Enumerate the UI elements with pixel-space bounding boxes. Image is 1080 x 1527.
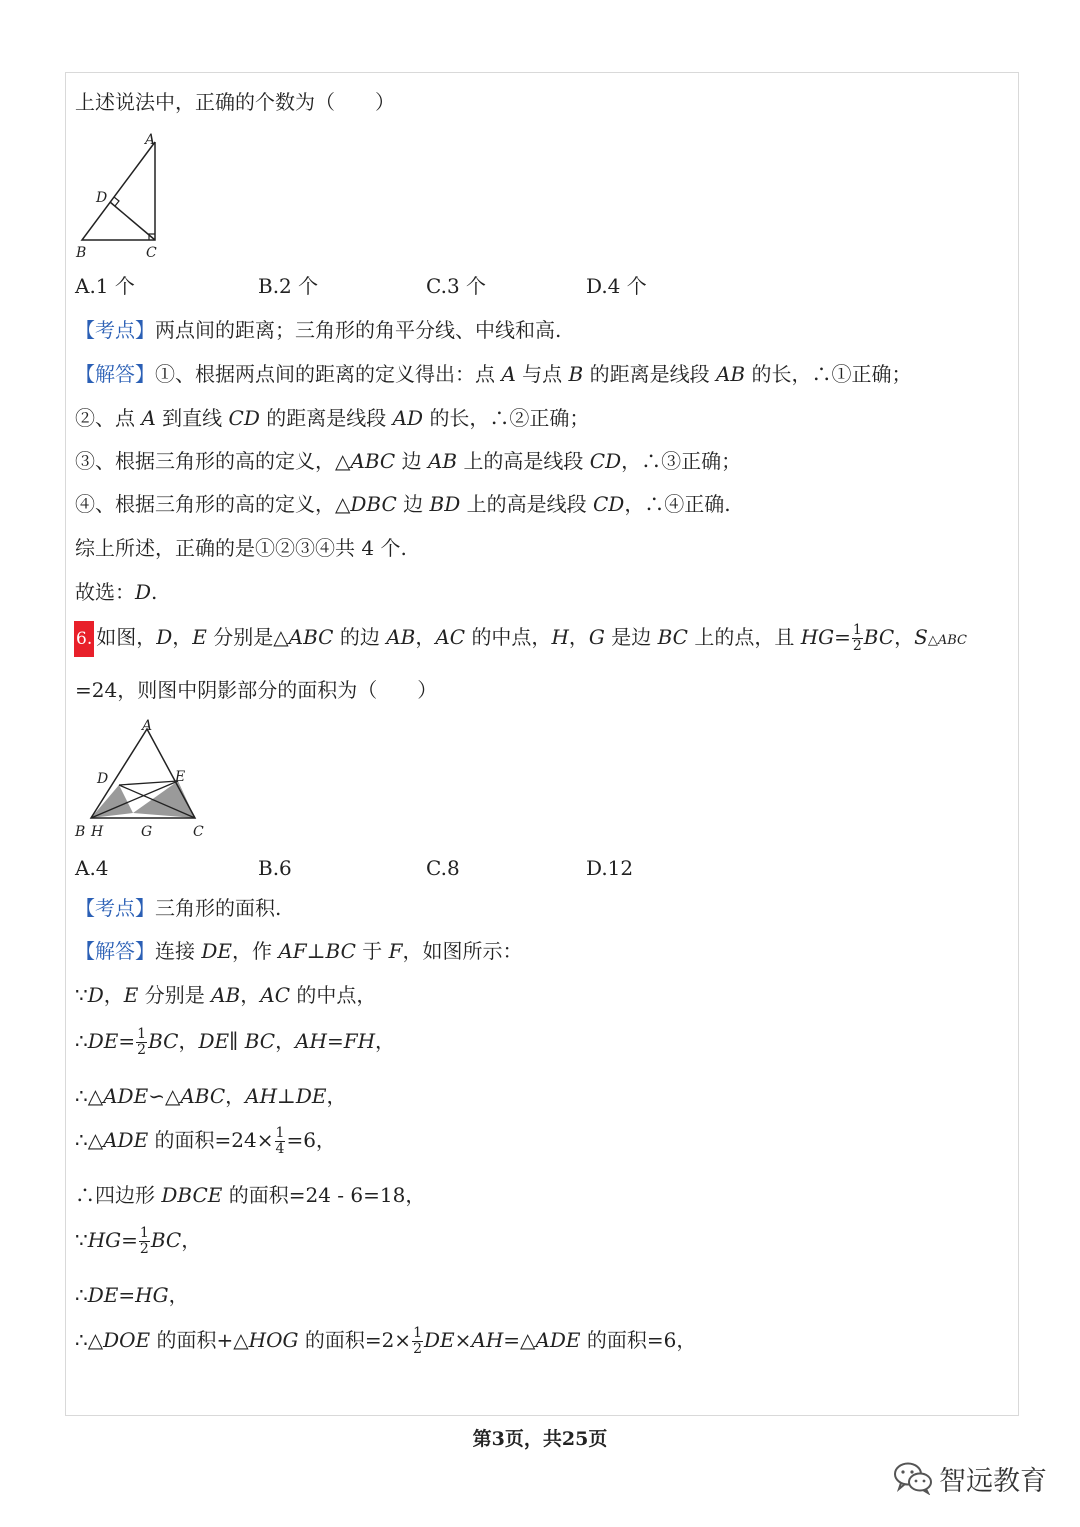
question-number-badge: 6. <box>74 621 94 657</box>
math: HG <box>800 625 835 649</box>
math: ABC <box>180 1084 226 1108</box>
numerator: 1 <box>413 1325 422 1341</box>
math: ABC <box>288 625 334 649</box>
math: AD <box>392 406 424 430</box>
wechat-icon <box>893 1461 933 1495</box>
text: ③、根据三角形的高的定义，△ <box>75 449 351 473</box>
math: E <box>192 625 207 649</box>
text: 边 <box>403 492 424 516</box>
text: 分别是△ <box>213 625 289 649</box>
subscript: △ABC <box>927 633 968 648</box>
math: AB <box>386 625 416 649</box>
text: 边 <box>401 449 422 473</box>
text: ， <box>894 625 915 649</box>
text: = <box>118 1029 136 1053</box>
math: ABC <box>350 449 396 473</box>
label-D: D <box>96 190 108 206</box>
text: ， <box>275 1029 296 1053</box>
text: ∴四边形 <box>75 1183 155 1207</box>
text: ④、根据三角形的高的定义，△ <box>75 492 351 516</box>
text: ∴△ <box>75 1128 104 1152</box>
math: HG <box>135 1283 169 1307</box>
math: DBCE <box>161 1183 223 1207</box>
page-footer: 第3页，共25页 <box>472 1428 608 1450</box>
q5-jieda-line-3 <box>75 447 741 475</box>
math: AH <box>245 1084 278 1108</box>
text: ， <box>415 625 436 649</box>
math: DBC <box>350 492 397 516</box>
text: ， <box>375 1029 396 1053</box>
text: ， <box>225 1084 246 1108</box>
kaodian-tag: 【考点】 <box>75 896 155 920</box>
numerator: 1 <box>139 1225 149 1241</box>
text: ∵ <box>75 1228 88 1252</box>
triangle-figure-2 <box>70 715 220 845</box>
denominator: 2 <box>137 1042 147 1058</box>
text: 故选： <box>75 580 135 604</box>
q5-jieda-line-2 <box>75 404 589 432</box>
q6-stem-line-2: =24，则图中阴影部分的面积为（ ） <box>75 678 438 702</box>
text: =6， <box>286 1128 336 1152</box>
label-D: D <box>97 771 109 787</box>
text: 的面积+△ <box>156 1328 249 1352</box>
text: ， <box>240 983 261 1007</box>
text: ∥ <box>229 1029 239 1053</box>
fraction-half <box>852 623 863 654</box>
denominator: 2 <box>139 1241 149 1257</box>
watermark-name: 智远教育 <box>939 1465 1047 1497</box>
kaodian-text: 三角形的面积. <box>155 896 282 920</box>
kaodian-text: 两点间的距离；三角形的角平分线、中线和高. <box>155 318 562 342</box>
option-b: B.2 个 <box>258 274 319 298</box>
text: 的中点， <box>471 625 552 649</box>
q5-summary: 综上所述，正确的是①②③④共 4 个. <box>75 536 407 560</box>
math: ADE <box>103 1084 149 1108</box>
q6-jieda <box>75 937 522 965</box>
q6-step-5 <box>75 1181 425 1209</box>
math: BC <box>150 1228 182 1252</box>
text: ⊥ <box>306 939 326 963</box>
text: ，∴④正确. <box>624 492 731 516</box>
option-d: D.4 个 <box>586 274 647 298</box>
math: AH <box>295 1029 327 1053</box>
math: HOG <box>248 1328 299 1352</box>
question-intro: 上述说法中，正确的个数为（ ） <box>75 90 395 114</box>
label-E: E <box>175 769 186 785</box>
text: 上的高是线段 <box>466 492 587 516</box>
text: 的距离是线段 <box>266 406 387 430</box>
text: ，∴③正确； <box>621 449 742 473</box>
math: BC <box>657 625 688 649</box>
text: ①、根据两点间的距离的定义得出：点 <box>155 362 495 386</box>
math: AB <box>427 449 458 473</box>
text: = <box>834 625 851 649</box>
text: 的面积=2× <box>304 1328 412 1352</box>
q5-jieda-line-4 <box>75 490 731 518</box>
q6-step-7 <box>75 1281 189 1309</box>
text: 的面积=24× <box>154 1128 274 1152</box>
numerator: 1 <box>137 1026 147 1042</box>
label-G: G <box>141 824 153 840</box>
math: DE <box>87 1283 119 1307</box>
text: 上的高是线段 <box>463 449 584 473</box>
text: 是边 <box>611 625 652 649</box>
text: 的中点， <box>296 983 377 1007</box>
label-H: H <box>91 824 104 840</box>
math: BC <box>148 1029 179 1053</box>
math: AB <box>715 362 746 386</box>
fraction-half <box>136 1027 147 1058</box>
math: DE <box>201 939 232 963</box>
math: AC <box>435 625 466 649</box>
math: G <box>588 625 605 649</box>
numerator: 1 <box>275 1125 285 1141</box>
text: ∴△ <box>75 1084 104 1108</box>
text: ∴△ <box>75 1328 104 1352</box>
text: 于 <box>362 939 383 963</box>
text: ， <box>103 983 124 1007</box>
q6-step-1 <box>75 981 376 1009</box>
text: ， <box>568 625 589 649</box>
math: E <box>123 983 139 1007</box>
label-C: C <box>193 824 204 840</box>
q5-answer <box>75 578 157 606</box>
math: DE <box>424 1328 455 1352</box>
fraction-half <box>412 1326 423 1357</box>
math: AH <box>471 1328 504 1352</box>
math: B <box>568 362 584 386</box>
text: ， <box>326 1084 347 1108</box>
q5-jieda-line-1 <box>75 360 911 388</box>
text: ⊥ <box>277 1084 296 1108</box>
label-A: A <box>145 132 156 148</box>
text: = <box>118 1283 136 1307</box>
math: AC <box>260 983 290 1007</box>
q6-stem-line-1 <box>74 617 967 661</box>
text: 到直线 <box>162 406 223 430</box>
text: ， <box>172 625 193 649</box>
label-C: C <box>146 245 157 261</box>
q6-kaodian <box>75 894 281 922</box>
denominator: 2 <box>413 1341 422 1357</box>
math: ADE <box>535 1328 581 1352</box>
math: BC <box>244 1029 276 1053</box>
q6-step-8 <box>75 1322 696 1358</box>
text: 与点 <box>522 362 563 386</box>
text: 的距离是线段 <box>589 362 710 386</box>
math: DOE <box>103 1328 151 1352</box>
math: D <box>135 580 152 604</box>
kaodian-tag: 【考点】 <box>75 318 155 342</box>
q6-step-3 <box>75 1082 347 1110</box>
text: ∴ <box>75 1029 88 1053</box>
math: DE <box>295 1084 327 1108</box>
text: 分别是 <box>144 983 205 1007</box>
text: . <box>151 580 158 604</box>
math: CD <box>592 492 625 516</box>
text: × <box>454 1328 472 1352</box>
math: HG <box>87 1228 122 1252</box>
text: 的面积=24 - 6=18， <box>228 1183 426 1207</box>
math: FH <box>343 1029 376 1053</box>
jieda-tag: 【解答】 <box>75 939 155 963</box>
math: DE <box>87 1029 119 1053</box>
math: CD <box>589 449 622 473</box>
math: BD <box>429 492 461 516</box>
text: ， <box>178 1029 199 1053</box>
label-B: B <box>76 245 87 261</box>
option-c: C.3 个 <box>426 274 487 298</box>
option-a: A.1 个 <box>75 274 135 298</box>
math: AF <box>278 939 307 963</box>
math: A <box>141 406 156 430</box>
denominator: 4 <box>275 1141 285 1157</box>
text: = <box>121 1228 138 1252</box>
q6-option-b: B.6 <box>258 856 292 880</box>
math: AB <box>211 983 241 1007</box>
text: = <box>326 1029 344 1053</box>
text: ②、点 <box>75 406 135 430</box>
q6-step-2 <box>75 1023 395 1059</box>
text: ∴ <box>75 1283 88 1307</box>
text: =△ <box>503 1328 536 1352</box>
math: S <box>914 625 928 649</box>
math: F <box>388 939 403 963</box>
text: 的长，∴①正确； <box>751 362 912 386</box>
numerator: 1 <box>852 622 862 638</box>
text: 上的点，且 <box>694 625 795 649</box>
math: D <box>87 983 104 1007</box>
text: ，作 <box>232 939 272 963</box>
text: 连接 <box>155 939 195 963</box>
q6-option-a: A.4 <box>75 856 109 880</box>
text: 如图， <box>96 625 157 649</box>
triangle-figure-1 <box>72 128 172 263</box>
fraction-half <box>139 1226 150 1257</box>
math: A <box>501 362 516 386</box>
math: BC <box>325 939 356 963</box>
math: H <box>551 625 569 649</box>
text: ∵ <box>75 983 88 1007</box>
math: D <box>156 625 173 649</box>
text: 的面积=6， <box>586 1328 697 1352</box>
label-B: B <box>75 824 86 840</box>
q6-step-4 <box>75 1122 336 1158</box>
text: 的长，∴②正确； <box>429 406 590 430</box>
math: ADE <box>103 1128 149 1152</box>
watermark <box>893 1458 1047 1498</box>
jieda-tag: 【解答】 <box>75 362 155 386</box>
q6-option-d: D.12 <box>586 856 634 880</box>
text: ， <box>181 1228 202 1252</box>
text: ， <box>168 1283 189 1307</box>
q5-kaodian <box>75 316 561 344</box>
denominator: 2 <box>852 638 862 654</box>
text: ，如图所示： <box>402 939 523 963</box>
math: DE <box>198 1029 230 1053</box>
math: CD <box>228 406 260 430</box>
math: BC <box>863 625 895 649</box>
text: ∽△ <box>148 1084 181 1108</box>
text: 的边 <box>339 625 380 649</box>
q6-step-6 <box>75 1222 201 1258</box>
label-A: A <box>142 718 153 734</box>
fraction-quarter <box>275 1126 286 1157</box>
q6-option-c: C.8 <box>426 856 460 880</box>
